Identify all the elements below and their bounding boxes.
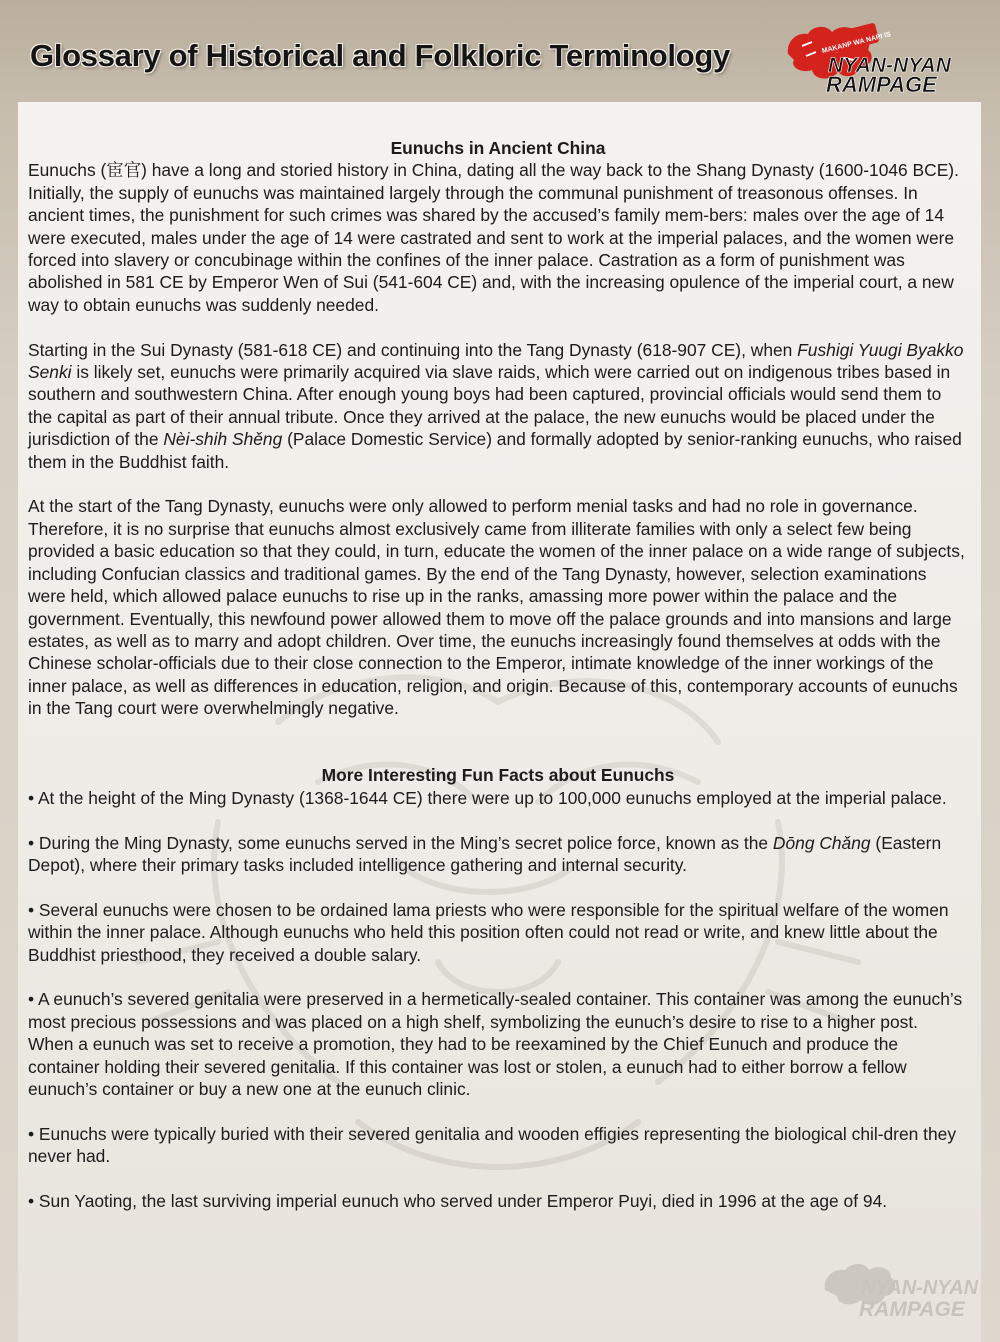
page-title: Glossary of Historical and Folkloric Terminology xyxy=(30,38,730,73)
list-item: • Sun Yaoting, the last surviving imperial eunuch who served under Emperor Puyi, died in 1996 at the age of 94. xyxy=(28,1190,888,1211)
article-body xyxy=(28,137,968,1212)
page-header xyxy=(0,0,1000,102)
watermark-logo-line-2: RAMPAGE xyxy=(859,1298,965,1321)
list-item: • During the Ming Dynasty, some eunuchs served in the Ming’s secret police force, known as the Dōng Chǎng (Eastern Depot), where their primary tasks included intelligence gathering and internal security. xyxy=(28,832,942,875)
logo-top-text: MAKANP WA NAPI IS xyxy=(821,31,892,56)
work-title: Fushigi Yuugi Byakko Senki xyxy=(28,339,964,383)
term-nei-shih-sheng: Nèi-shih Shěng xyxy=(163,429,283,450)
section-heading-fun-facts: More Interesting Fun Facts about Eunuchs xyxy=(321,765,675,786)
term-dong-chang: Dōng Chǎng xyxy=(772,832,871,853)
paragraph-sui-tang: Starting in the Sui Dynasty (581-618 CE) and continuing into the Tang Dynasty (618-907 CE), when Fushigi Yuugi Byakko Senki is likely set, eunuchs were primarily acquired via slave raids, which were carried out on indigenous tribes based in southern and southwestern China. After enough young boys had been captured, provincial officials would send them to the capital as part of their annual tribute. Once they arrived at the palace, the new eunuchs would be placed under the jurisdiction of the Nèi-shih Shěng (Palace Domestic Service) and formally adopted by senior-ranking eunuchs, who raised them in the Buddhist faith. xyxy=(28,339,964,472)
list-item: • Several eunuchs were chosen to be ordained lama priests who were responsible for the spiritual welfare of the women within the inner palace. Although eunuchs who held this position often could not read or write, and knew little about the Buddhist priesthood, they received a double salary. xyxy=(28,899,949,965)
content-panel xyxy=(18,102,981,1342)
logo-line-1: NYAN-NYAN xyxy=(828,54,951,77)
paragraph-tang-governance: At the start of the Tang Dynasty, eunuchs were only allowed to perform menial tasks and had no role in governance. Therefore, it is no surprise that eunuchs almost exclusively came from illiterate families with only a select few being provided a basic education so that they could, in turn, educate the women of the inner palace on a wide range of subjects, including Confucian classics and traditional games. By the end of the Tang Dynasty, however, selection examinations were held, which allowed palace eunuchs to rise up in the ranks, amassing more power within the palace and the government. Eventually, this newfound power allowed them to move off the palace grounds and into mansions and large estates, as well as to marry and adopt children. Over time, the eunuchs increasingly found themselves at odds with the Chinese scholar-officials due to their close connection to the Emperor, intimate knowledge of the inner workings of the inner palace, as well as differences in education, religion, and origin. Because of this, contemporary accounts of eunuchs in the Tang court were overwhelmingly negative. xyxy=(28,496,965,719)
list-item: • Eunuchs were typically buried with their severed genitalia and wooden effigies representing the biological chil-dren they never had. xyxy=(28,1123,957,1167)
paragraph-history: Eunuchs (宦官) have a long and storied history in China, dating all the way back to the Shang Dynasty (1600-1046 BCE). Initially, the supply of eunuchs was maintained largely through the communal punishment of treasonous offenses. In ancient times, the punishment for such crimes was shared by the accused’s family mem-bers: males over the age of 14 were executed, males under the age of 14 were castrated and sent to work at the imperial palaces, and the women were forced into slavery or concubinage within the confines of the inner palace. Castration as a form of punishment was abolished in 581 CE by Emperor Wen of Sui (541-604 CE) and, with the increasing opulence of the imperial court, a new way to obtain eunuchs was suddenly needed. xyxy=(28,160,959,315)
watermark-logo xyxy=(821,1250,981,1325)
watermark-logo-line-1: NYAN-NYAN xyxy=(861,1277,979,1299)
list-item: • A eunuch’s severed genitalia were preserved in a hermetically-sealed container. This container was among the eunuch’s most precious possessions and was placed on a high shelf, symbolizing the eunuch’s desire to rise to a higher post. When a eunuch was set to receive a promotion, they had to be reexamined by the Chief Eunuch and produce the container holding their severed genitalia. If this container was lost or stolen, a eunuch had to either borrow a fellow eunuch’s container or buy a new one at the eunuch clinic. xyxy=(28,989,963,1099)
section-heading-eunuchs: Eunuchs in Ancient China xyxy=(390,138,606,158)
list-item: • At the height of the Ming Dynasty (1368-1644 CE) there were up to 100,000 eunuchs employed at the imperial palace. xyxy=(28,787,947,808)
nyan-nyan-rampage-logo xyxy=(782,16,962,94)
logo-line-2: RAMPAGE xyxy=(826,72,937,94)
